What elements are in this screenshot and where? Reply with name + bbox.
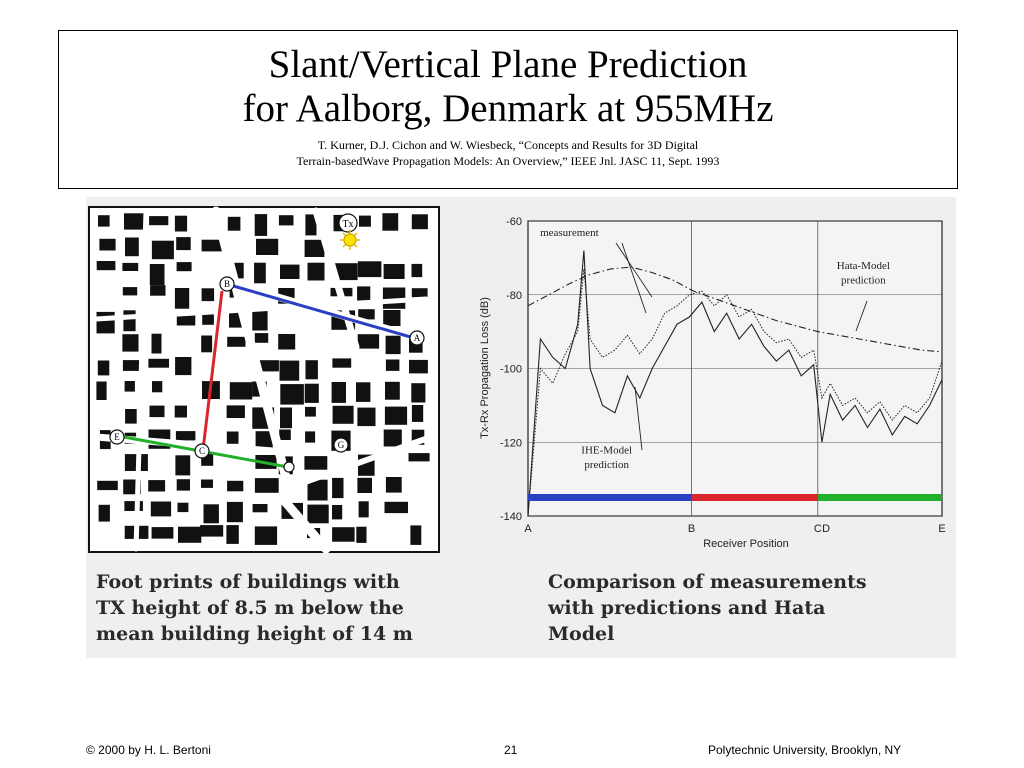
x-tick-label: C — [813, 523, 822, 535]
position-bar-segment — [692, 494, 818, 501]
x-tick-labels — [524, 523, 945, 535]
position-bar-segment — [528, 494, 692, 501]
chart-caption-line: with predictions and Hata — [548, 597, 826, 619]
y-tick-label: -120 — [499, 437, 522, 450]
footer-institution: Polytechnic University, Brooklyn, NY — [708, 743, 902, 757]
citation-line1: T. Kurner, D.J. Cichon and W. Wiesbeck, “Concepts and Results for 3D Digital — [317, 138, 699, 152]
y-tick-labels — [500, 216, 522, 523]
point-g-label: G — [337, 440, 345, 450]
map-caption-line: mean building height of 14 m — [96, 623, 413, 645]
title-box — [58, 30, 958, 189]
y-tick-label: -60 — [506, 216, 522, 228]
x-tick-label: D — [822, 523, 831, 535]
figure-panel — [86, 197, 956, 658]
y-tick-label: -100 — [499, 363, 522, 376]
position-bar-segment — [818, 494, 942, 501]
point-c-label: C — [198, 446, 206, 456]
map-caption-line: TX height of 8.5 m below the — [96, 597, 404, 619]
x-tick-label: A — [524, 523, 532, 535]
x-axis-label: Receiver Position — [703, 538, 789, 550]
chart-annotation: prediction — [584, 459, 629, 472]
point-b-label: B — [223, 279, 231, 289]
chart-annotation: prediction — [841, 274, 886, 287]
position-color-bar — [528, 494, 942, 501]
y-axis-label: Tx-Rx Propagation Loss (dB) — [479, 297, 491, 439]
point-e-label: E — [114, 432, 120, 442]
propagation-loss-chart — [86, 197, 956, 567]
footer-page-number: 21 — [504, 743, 518, 757]
chart-annotation: IHE-Model — [581, 444, 633, 457]
footer-copyright: © 2000 by H. L. Bertoni — [86, 743, 211, 757]
tx-label: Tx — [342, 219, 354, 230]
chart-caption — [548, 569, 948, 647]
y-tick-label: -140 — [499, 511, 522, 523]
x-tick-label: E — [938, 523, 946, 535]
chart-caption-line: Comparison of measurements — [548, 571, 867, 593]
chart-caption-line: Model — [548, 623, 615, 645]
x-tick-label: B — [687, 523, 696, 535]
map-caption — [96, 569, 526, 647]
slide-title-line1: Slant/Vertical Plane Prediction — [268, 43, 748, 86]
citation-line2: Terrain-basedWave Propagation Models: An Overview,” IEEE Jnl. JASC 11, Sept. 1993 — [296, 154, 720, 168]
chart-annotation: Hata-Model — [836, 259, 890, 272]
point-a-label: A — [413, 333, 421, 343]
slide-title-line2: for Aalborg, Denmark at 955MHz — [242, 87, 774, 130]
map-caption-line: Foot prints of buildings with — [96, 571, 400, 593]
y-tick-label: -80 — [506, 289, 522, 302]
chart-annotation: measurement — [540, 226, 599, 239]
